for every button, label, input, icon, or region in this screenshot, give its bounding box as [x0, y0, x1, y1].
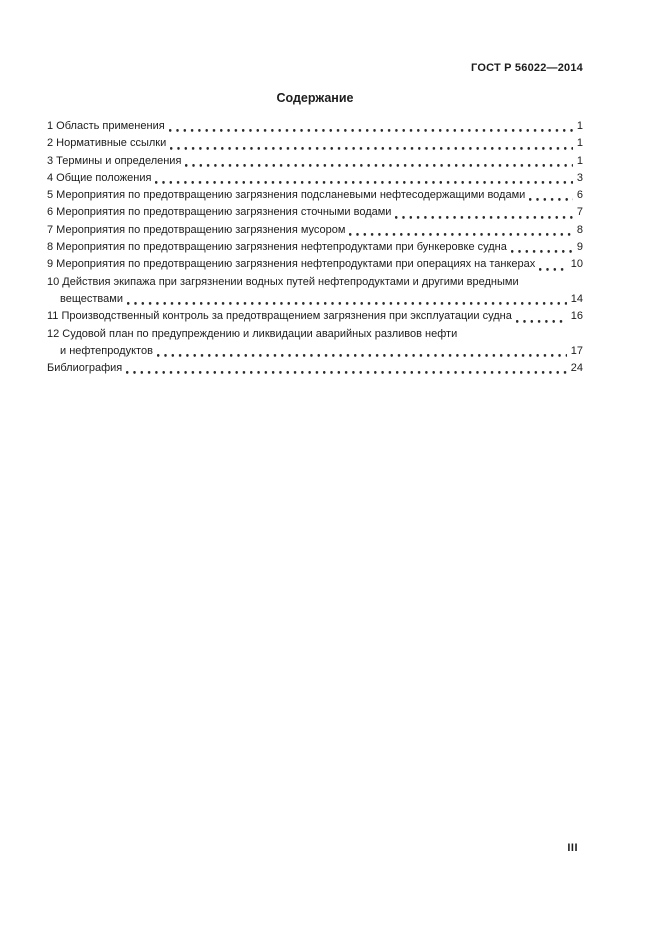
toc-leader-dots [539, 256, 566, 273]
toc-page-number: 16 [570, 310, 583, 323]
toc-leader-dots [395, 204, 572, 221]
toc-entry-text-continued: веществами [60, 292, 123, 305]
toc-entry [47, 360, 583, 377]
toc-entry-text: 5 Мероприятия по предотвращению загрязнения подсланевыми нефтесодержащими водами [47, 189, 526, 202]
table-of-contents [47, 118, 583, 377]
toc-entry [47, 256, 583, 273]
document-code: ГОСТ Р 56022—2014 [471, 62, 583, 74]
toc-leader-dots [170, 135, 573, 152]
toc-entry-text: 2 Нормативные ссылки [47, 137, 167, 150]
toc-entry-text: 1 Область применения [47, 120, 165, 132]
toc-entry-text: 6 Мероприятия по предотвращению загрязнения сточными водами [47, 206, 392, 219]
toc-leader-dots [169, 118, 573, 135]
toc-page-number: 10 [570, 258, 583, 271]
toc-entry [47, 118, 583, 135]
toc-leader-dots [529, 187, 573, 204]
toc-leader-dots [126, 360, 567, 377]
toc-entry-text: 12 Судовой план по предупреждению и ликвидации аварийных разливов нефти [47, 327, 458, 340]
page-title: Содержание [276, 91, 354, 105]
toc-entry-text: 9 Мероприятия по предотвращению загрязнения нефтепродуктами при операциях на танкерах [47, 258, 536, 271]
toc-entry [47, 170, 583, 187]
toc-entry [47, 187, 583, 204]
toc-entry-text: 4 Общие положения [47, 171, 152, 184]
toc-entry [47, 239, 583, 256]
toc-entry [47, 308, 583, 325]
toc-page-number: 24 [570, 362, 583, 375]
toc-entry [47, 135, 583, 152]
toc-entry [47, 153, 583, 170]
toc-leader-dots [511, 239, 573, 256]
toc-entry-text: 8 Мероприятия по предотвращению загрязнения нефтепродуктами при бункеровке судна [47, 241, 507, 254]
toc-leader-dots [516, 308, 567, 325]
toc-entry-text: Библиография [47, 362, 123, 375]
toc-leader-dots [157, 343, 567, 360]
toc-page-number: 1 [576, 137, 583, 150]
toc-entry-text: 11 Производственный контроль за предотвращением загрязнения при эксплуатации судна [47, 310, 512, 323]
toc-page-number: 9 [576, 241, 583, 254]
toc-entry [47, 274, 583, 309]
toc-page-number: 14 [570, 292, 583, 305]
toc-entry [47, 222, 583, 239]
toc-entry-text: 10 Действия экипажа при загрязнении водных путей нефтепродуктами и другими вредными [47, 275, 519, 288]
toc-page-number: 8 [576, 223, 583, 236]
toc-page-number: 6 [576, 189, 583, 202]
folio-page-number: III [567, 842, 578, 854]
toc-page-number: 3 [576, 171, 583, 184]
toc-page-number: 7 [576, 206, 583, 219]
toc-leader-dots [185, 153, 572, 170]
toc-entry-text: 7 Мероприятия по предотвращению загрязнения мусором [47, 223, 346, 236]
toc-entry [47, 204, 583, 221]
toc-page-number: 1 [576, 120, 583, 132]
toc-page-number: 17 [570, 344, 583, 357]
toc-entry-text-continued: и нефтепродуктов [60, 344, 153, 357]
page-content [47, 0, 583, 377]
toc-leader-dots [127, 291, 567, 308]
toc-leader-dots [155, 170, 572, 187]
toc-entry [47, 326, 583, 361]
toc-page-number: 1 [576, 154, 583, 167]
toc-entry-text: 3 Термины и определения [47, 154, 182, 167]
toc-leader-dots [349, 222, 572, 239]
